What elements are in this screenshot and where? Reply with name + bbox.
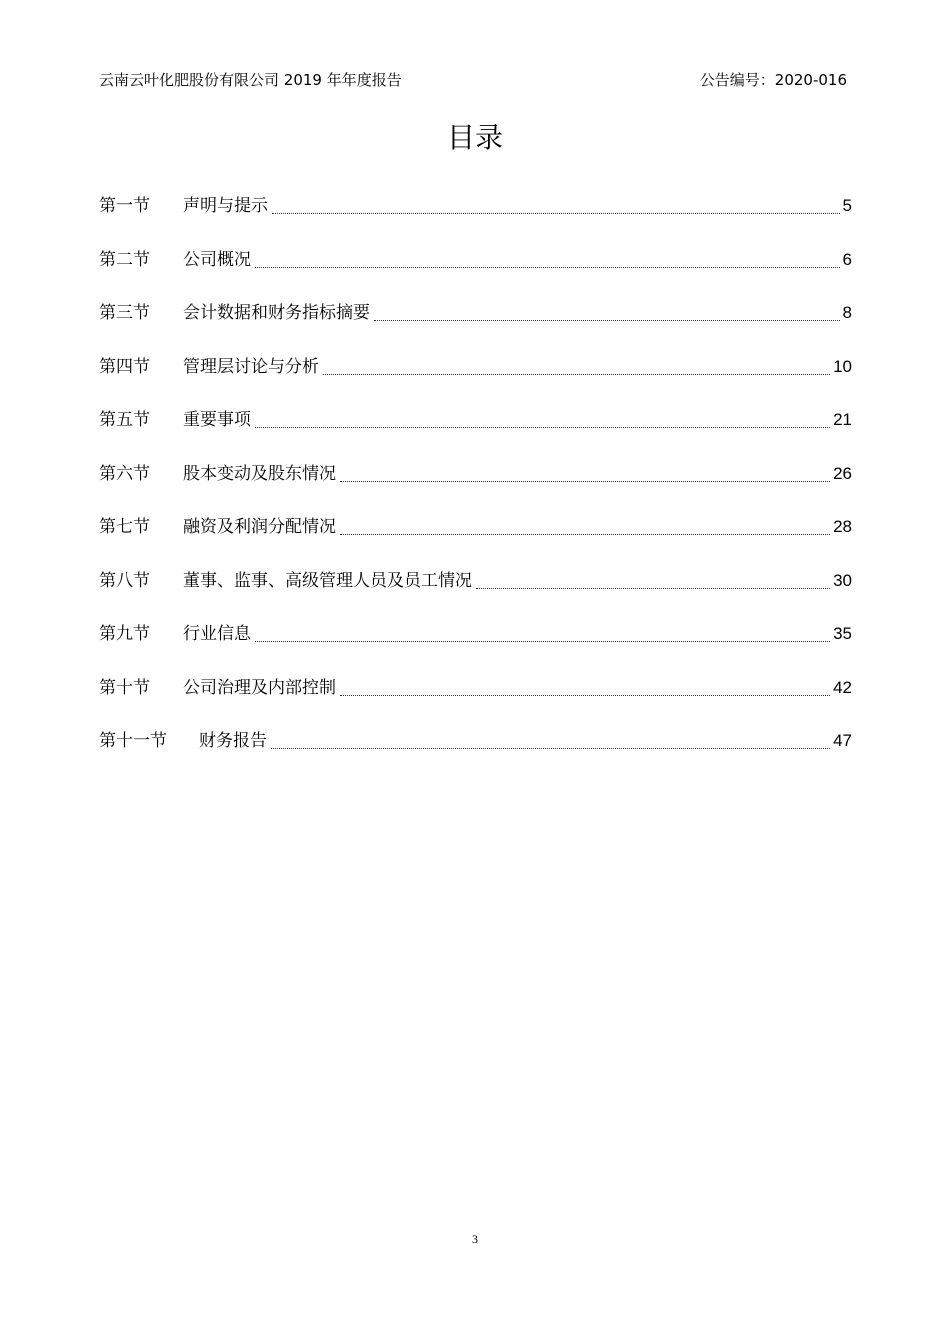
toc-dot-leader	[340, 513, 830, 541]
toc-section-number: 第四节	[99, 356, 150, 377]
toc-dot-leader	[255, 620, 830, 648]
toc-page-number: 6	[842, 249, 852, 269]
toc-dot-leader	[272, 192, 840, 220]
toc-page-number: 26	[833, 463, 852, 483]
toc-dot-leader	[255, 406, 830, 434]
toc-page-number: 21	[833, 410, 852, 429]
toc-entry-section-2[interactable]	[99, 246, 852, 300]
toc-page-number: 47	[833, 731, 852, 750]
toc-page-number: 8	[842, 303, 852, 322]
toc-dot-leader	[476, 567, 830, 595]
toc-entry-section-11[interactable]	[99, 727, 852, 781]
toc-dot-leader	[271, 727, 830, 755]
toc-entry-section-7[interactable]	[99, 513, 852, 567]
toc-entry-section-8[interactable]	[99, 567, 852, 621]
toc-dot-leader	[255, 246, 840, 274]
toc-section-number: 第八节	[99, 570, 150, 591]
toc-page-number: 42	[833, 677, 852, 697]
toc-entry-section-6[interactable]	[99, 460, 852, 514]
toc-section-number: 第十一节	[99, 731, 167, 751]
toc-section-title: 公司治理及内部控制	[183, 677, 336, 698]
toc-page-number: 10	[833, 356, 852, 376]
toc-page-number: 35	[833, 624, 852, 643]
toc-entry-section-4[interactable]	[99, 353, 852, 407]
toc-section-number: 第七节	[99, 517, 150, 537]
table-of-contents	[99, 192, 852, 781]
toc-entry-section-5[interactable]	[99, 406, 852, 460]
toc-section-number: 第五节	[99, 410, 150, 430]
toc-dot-leader	[340, 674, 830, 702]
toc-section-number: 第六节	[99, 463, 150, 484]
toc-section-title: 股本变动及股东情况	[183, 463, 336, 484]
toc-dot-leader	[340, 460, 830, 488]
toc-section-title: 行业信息	[183, 624, 251, 644]
page-title: 目录	[446, 121, 503, 154]
toc-section-title: 声明与提示	[183, 196, 268, 216]
toc-section-number: 第十节	[99, 677, 150, 698]
toc-section-title: 融资及利润分配情况	[183, 517, 336, 537]
toc-section-title: 公司概况	[183, 249, 251, 270]
toc-section-title: 董事、监事、高级管理人员及员工情况	[183, 570, 472, 591]
toc-section-title: 重要事项	[183, 410, 251, 430]
footer-page-number: 3	[472, 1232, 478, 1246]
toc-page-number: 5	[842, 196, 852, 215]
toc-dot-leader	[323, 353, 830, 381]
toc-section-title: 财务报告	[199, 731, 267, 751]
toc-entry-section-9[interactable]	[99, 620, 852, 674]
toc-section-number: 第三节	[99, 303, 150, 323]
toc-section-number: 第一节	[99, 196, 150, 216]
toc-page-number: 28	[833, 517, 852, 536]
toc-section-title: 会计数据和财务指标摘要	[183, 303, 370, 323]
report-title-header: 云南云叶化肥股份有限公司 2019 年年度报告	[99, 71, 402, 89]
toc-section-number: 第二节	[99, 249, 150, 270]
toc-section-number: 第九节	[99, 624, 150, 644]
toc-section-title: 管理层讨论与分析	[183, 356, 319, 377]
toc-entry-section-10[interactable]	[99, 674, 852, 728]
toc-dot-leader	[374, 299, 840, 327]
page-header	[99, 68, 847, 92]
announcement-number: 公告编号：2020-016	[699, 71, 847, 89]
toc-entry-section-3[interactable]	[99, 299, 852, 353]
toc-entry-section-1[interactable]	[99, 192, 852, 246]
toc-page-number: 30	[833, 570, 852, 590]
